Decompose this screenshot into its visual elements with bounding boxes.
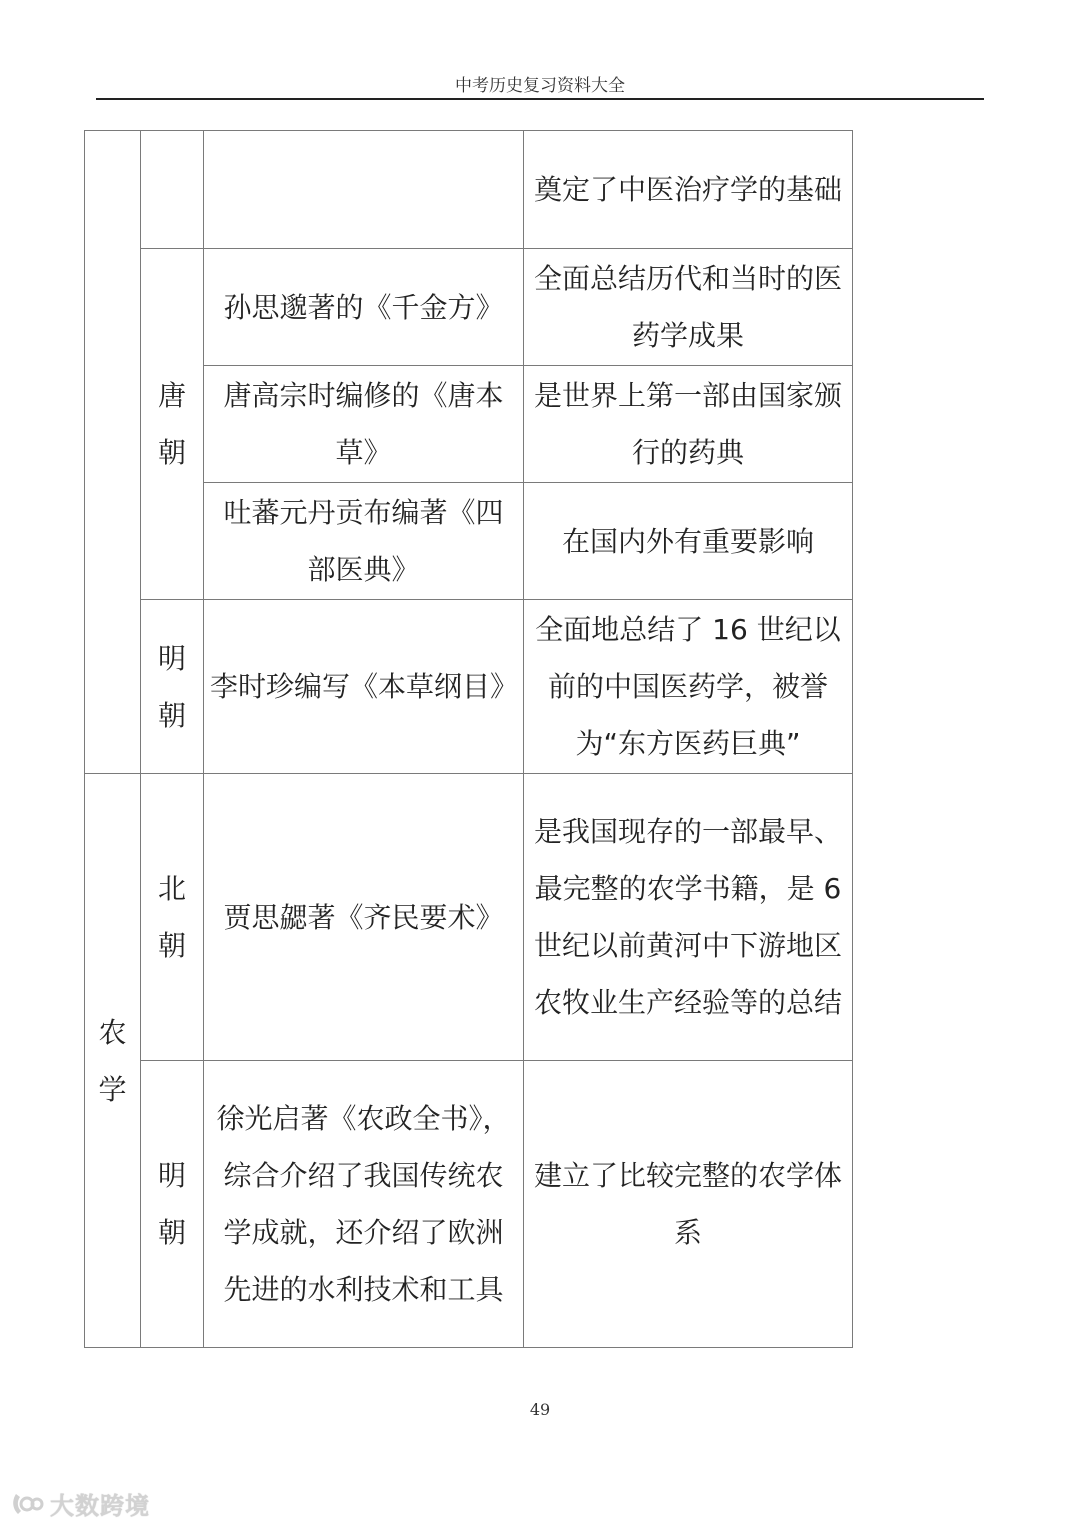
- work-cell: 孙思邈著的《千金方》: [204, 249, 524, 366]
- dynasty-cell-ming: [141, 600, 204, 774]
- significance-cell: 奠定了中医治疗学的基础: [524, 131, 853, 249]
- significance-cell: 在国内外有重要影响: [524, 483, 853, 600]
- table-row: [85, 774, 853, 1061]
- significance-cell: 全面地总结了 16 世纪以前的中国医药学，被誉为“东方医药巨典”: [524, 600, 853, 774]
- dynasty-label: 唐朝: [157, 379, 186, 469]
- watermark: [10, 1486, 150, 1521]
- brand-logo-icon: [10, 1490, 44, 1518]
- history-table: [84, 130, 853, 1348]
- dynasty-cell-beichao: [141, 774, 204, 1061]
- dynasty-label: 明朝: [157, 641, 186, 732]
- table-row: [85, 1061, 853, 1348]
- significance-cell: 建立了比较完整的农学体系: [524, 1061, 853, 1348]
- work-cell: 徐光启著《农政全书》，综合介绍了我国传统农学成就，还介绍了欧洲先进的水利技术和工具: [204, 1061, 524, 1348]
- page-number: 49: [529, 1400, 551, 1419]
- significance-cell: 全面总结历代和当时的医药学成果: [524, 249, 853, 366]
- running-header-title: 中考历史复习资料大全: [455, 76, 625, 96]
- watermark-text: 大数跨境: [50, 1492, 150, 1520]
- dynasty-cell-empty: [141, 131, 204, 249]
- field-cell-agriculture: [85, 774, 141, 1348]
- table-row: [85, 600, 853, 774]
- dynasty-cell-tang: [141, 249, 204, 600]
- dynasty-label: 北朝: [157, 872, 186, 962]
- significance-cell: 是我国现存的一部最早、最完整的农学书籍，是 6 世纪以前黄河中下游地区农牧业生产经验等的总结: [524, 774, 853, 1061]
- significance-cell: 是世界上第一部由国家颁行的药典: [524, 366, 853, 483]
- table-row: [85, 249, 853, 366]
- work-cell-empty: [204, 131, 524, 249]
- work-cell: 吐蕃元丹贡布编著《四部医典》: [204, 483, 524, 600]
- field-cell-medicine: [85, 131, 141, 774]
- work-cell: 李时珍编写《本草纲目》: [204, 600, 524, 774]
- dynasty-label: 明朝: [157, 1159, 186, 1249]
- dynasty-cell-ming: [141, 1061, 204, 1348]
- field-label: 农学: [98, 1015, 127, 1106]
- header-rule: [96, 98, 984, 100]
- work-cell: 唐高宗时编修的《唐本草》: [204, 366, 524, 483]
- table-row: [85, 131, 853, 249]
- work-cell: 贾思勰著《齐民要术》: [204, 774, 524, 1061]
